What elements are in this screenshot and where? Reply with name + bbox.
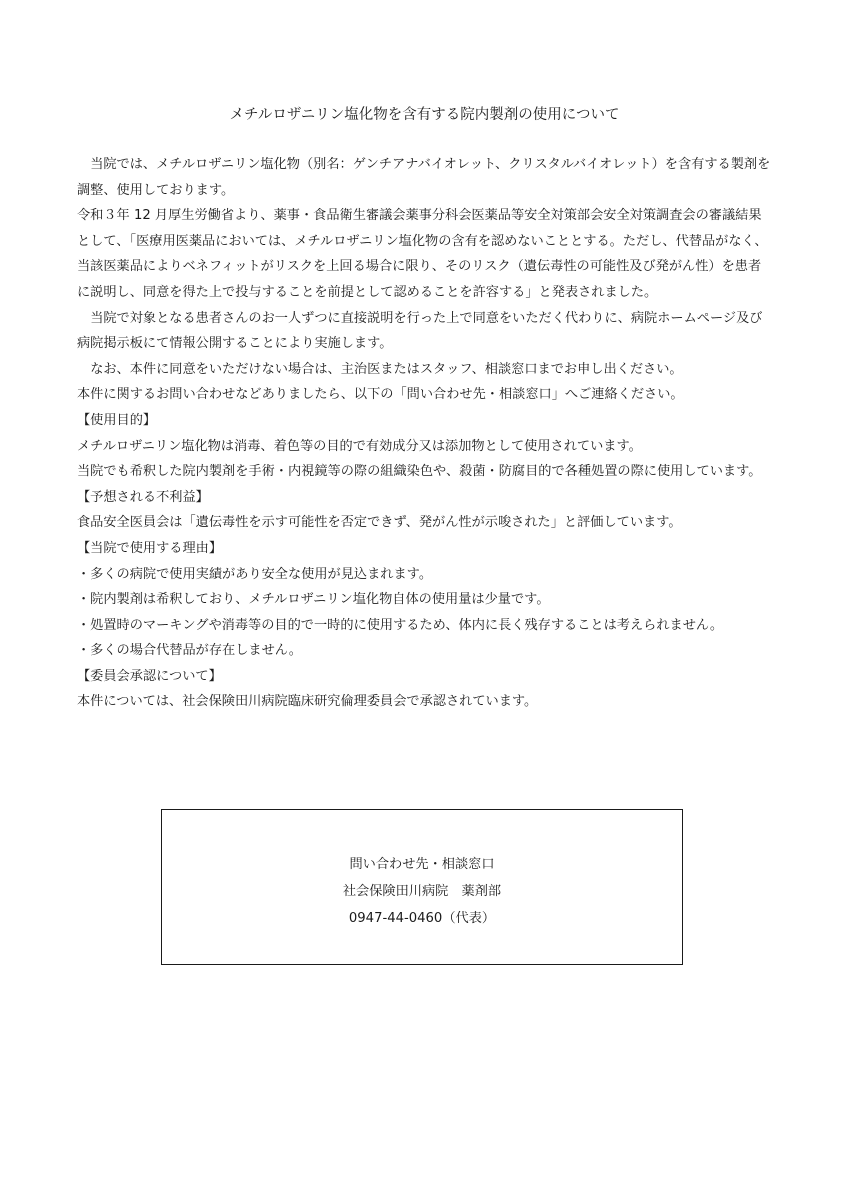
contact-info: [162, 851, 682, 932]
page-title: メチルロザニリン塩化物を含有する院内製剤の使用について: [229, 107, 620, 123]
paragraph-intro: 当院では、メチルロザニリン塩化物（別名：ゲンチアナバイオレット、クリスタルバイオレット）を含有する製剤を調整、使用しております。: [77, 157, 771, 198]
contact-heading: 問い合わせ先・相談窓口: [349, 857, 495, 872]
section-line: メチルロザニリン塩化物は消毒、着色等の目的で有効成分又は添加物として使用されています。: [77, 438, 642, 454]
document-body: [77, 152, 773, 715]
section-line: 食品安全医員会は「遺伝毒性を示す可能性を否定できず、発がん性が示唆された」と評価しています。: [77, 515, 682, 531]
section-bullet: ・院内製剤は希釈しており、メチルロザニリン塩化物自体の使用量は少量です。: [77, 592, 550, 608]
section-line: 当院でも希釈した院内製剤を手術・内視鏡等の際の組織染色や、殺菌・防腐目的で各種処置の際に使用しています。: [77, 464, 762, 480]
paragraph-ministry-notice: 令和３年 12 月厚生労働省より、薬事・食品衛生審議会薬事分科会医薬品等安全対策部会安全対策調査会の審議結果として、「医療用医薬品においては、メチルロザニリン塩化物の含有を認めないこととする。ただし、代替品がなく、当該医薬品によりベネフィットがリスクを上回る場合に限り、そのリスク（遺伝毒性の可能性及び発がん性）を患者に説明し、同意を得た上で投与することを前提として認めることを許容する」と発表されました。: [77, 208, 768, 300]
section-heading-disadvantages: 【予想される不利益】: [77, 489, 209, 505]
section-bullet: ・多くの場合代替品が存在しません。: [77, 643, 302, 659]
paragraph-inquiry: 本件に関するお問い合わせなどありましたら、以下の「問い合わせ先・相談窓口」へご連絡ください。: [77, 387, 684, 403]
contact-department: 社会保険田川病院 薬剤部: [342, 884, 502, 899]
section-bullet: ・多くの病院で使用実績があり安全な使用が見込まれます。: [77, 566, 433, 582]
section-heading-reasons: 【当院で使用する理由】: [77, 540, 223, 556]
paragraph-opt-out: なお、本件に同意をいただけない場合は、主治医またはスタッフ、相談窓口までお申し出ください。: [90, 361, 683, 377]
section-line: 本件については、社会保険田川病院臨床研究倫理委員会で承認されています。: [77, 694, 538, 710]
section-heading-committee: 【委員会承認について】: [77, 668, 222, 684]
paragraph-disclosure: 当院で対象となる患者さんのお一人ずつに直接説明を行った上で同意をいただく代わりに、病院ホームページ及び病院掲示板にて情報公開することにより実施します。: [77, 310, 763, 352]
contact-box: [161, 809, 683, 965]
section-bullet: ・処置時のマーキングや消毒等の目的で一時的に使用するため、体内に長く残存することは考えられません。: [77, 617, 724, 633]
section-heading-purpose: 【使用目的】: [77, 412, 157, 428]
contact-phone: 0947-44-0460（代表）: [348, 911, 496, 926]
